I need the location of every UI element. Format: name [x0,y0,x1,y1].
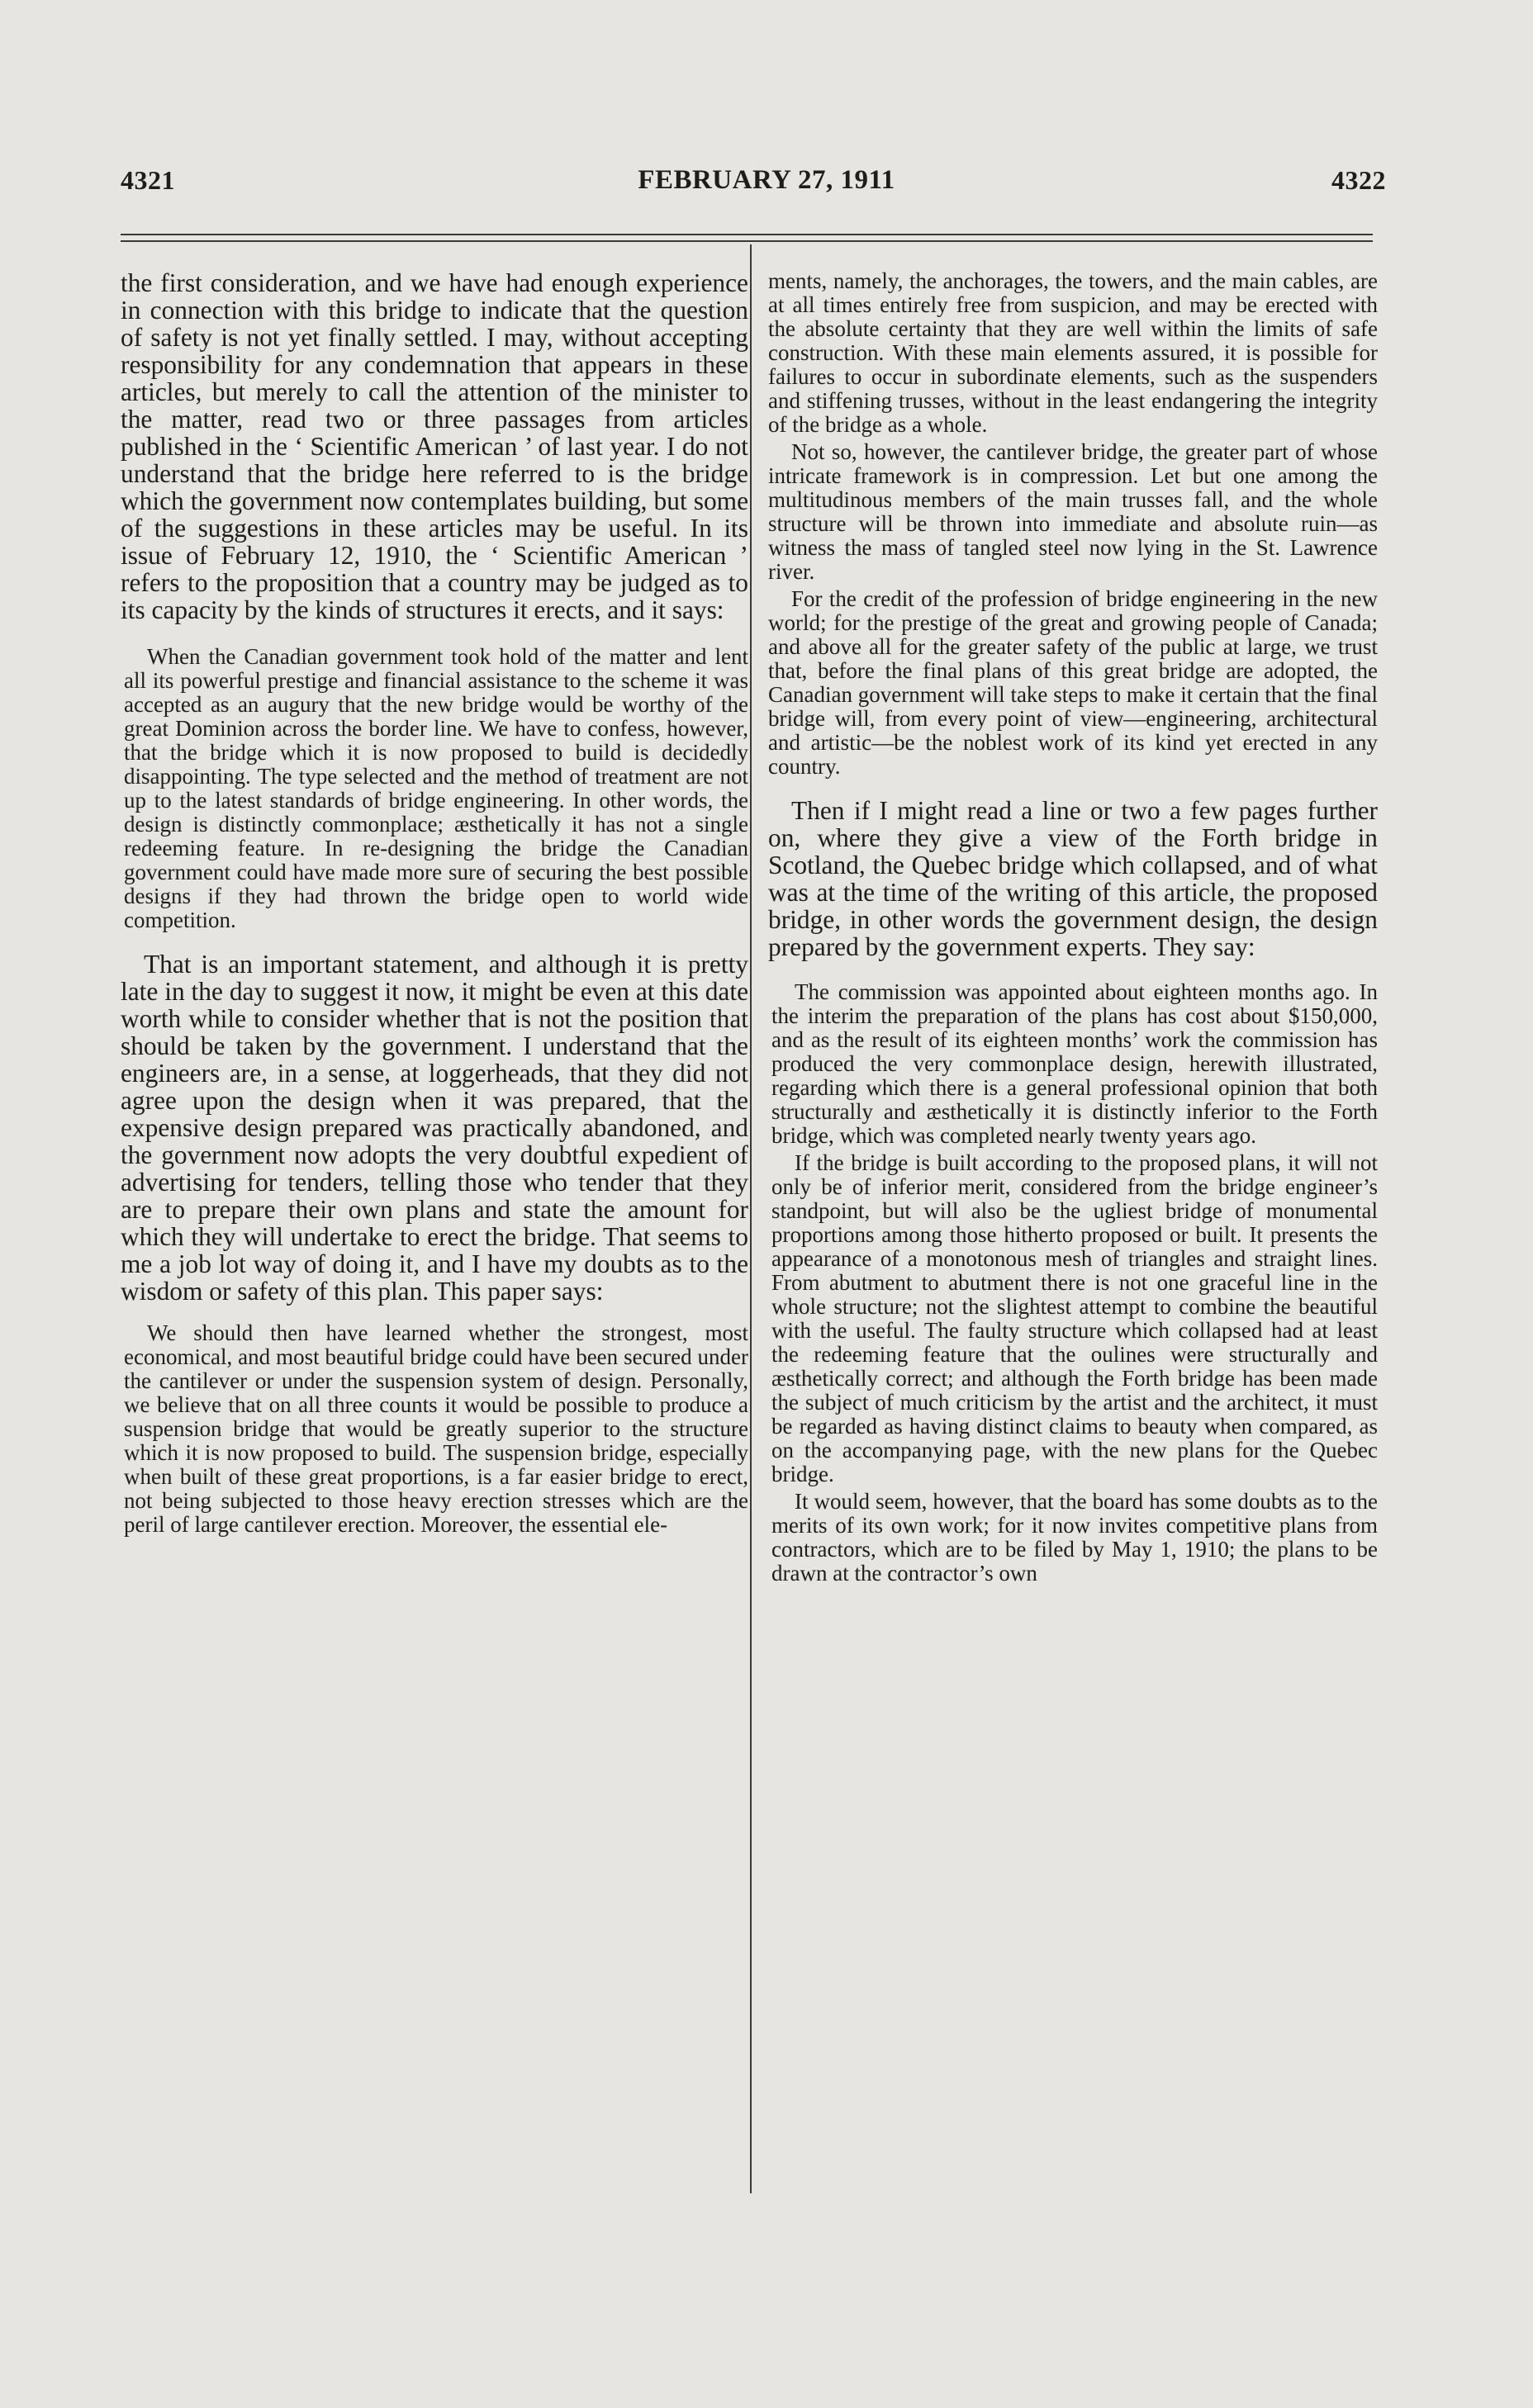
quotation-block-2 [121,1321,748,1537]
right-column [768,269,1378,1604]
speech-paragraph-2: That is an important statement, and although it is pretty late in the day to suggest it now, it might be even at this date worth while to consider whether that is not the position that should be taken by the government. I understand that the engineers are, in a sense, at loggerheads, that they did not agree upon the design when it was prepared, that the expensive design prepared was practically abandoned, and the government now adopts the very doubtful expedient of advertising for tenders, telling those who tender that they are to prepare their own plans and state the amount for which they will undertake to erect the bridge. That seems to me a job lot way of doing it, and I have my doubts as to the wisdom or safety of this plan. This paper says: [121,950,748,1306]
quote-paragraph-5: The commission was appointed about eighteen months ago. In the interim the preparation of the plans has cost about $150,000, and as the result of its eighteen months’ work the commission has produced the very commonplace design, herewith illustrated, regarding which there is a general professional opinion that both structurally and æsthetically it is distinctly inferior to the Forth bridge, which was completed nearly twenty years ago. [771,979,1378,1148]
quotation-block-3 [768,980,1378,1586]
quote-paragraph-2: We should then have learned whether the strongest, most economical, and most beautiful bridge could have been secured under the cantilever or under the suspension system of design. Personally, we believe that on all three counts it would be possible to produce a suspension bridge that would be greatly superior to the structure which it is now proposed to build. The suspension bridge, especially when built of these great proportions, is a far easier bridge to erect, not being subjected to those heavy erection stresses which are the peril of large cantilever erection. Moreover, the essential ele- [124,1320,748,1537]
quote-paragraph-6: If the bridge is built according to the proposed plans, it will not only be of inferior merit, considered from the bridge engineer’s standpoint, but will also be the ugliest bridge of monumental proportions among those hitherto proposed or built. It presents the appearance of a monotonous mesh of triangles and straight lines. From abutment to abutment there is not one graceful line in the whole structure; not the slightest attempt to combine the beautiful with the useful. The faulty structure which collapsed had at least the redeeming feature that the oulines were structurally and æsthetically correct; and although the Forth bridge has been made the subject of much criticism by the artist and the architect, it must be regarded as having distinct claims to beauty when compared, as on the accompanying page, with the new plans for the Quebec bridge. [771,1150,1378,1486]
left-column [121,269,748,1555]
quote-paragraph-1: When the Canadian government took hold of the matter and lent all its powerful prestige and financial assistance to the scheme it was accepted as an augury that the new bridge would be worthy of the great Dominion across the border line. We have to confess, however, that the bridge which it is now proposed to build is decidedly disappointing. The type selected and the method of treatment are not up to the latest standards of bridge engineering. In other words, the design is distinctly commonplace; æsthetically it has not a single redeeming feature. In re-designing the bridge the Canadian government could have made more sure of securing the best possible designs if they had thrown the bridge open to world wide competition. [124,644,748,932]
quote-paragraph-7: It would seem, however, that the board has some doubts as to the merits of its own work; for it now invites competitive plans from contractors, which are to be filed by May 1, 1910; the plans to be drawn at the contractor’s own [771,1489,1378,1586]
quotation-block-1 [121,645,748,932]
left-page-number: 4321 [121,165,175,195]
page-date: FEBRUARY 27, 1911 [638,165,895,195]
speech-paragraph-1: the first consideration, and we have had enough experience in connection with this bridge to indicate that the question of safety is not yet finally settled. I may, without accepting responsibility for any condemnation that appears in these articles, but merely to call the attention of the minister to the matter, read two or three passages from articles published in the ‘ Scientific American ’ of last year. I do not understand that the bridge here referred to is the bridge which the government now contemplates building, but some of the suggestions in these articles may be useful. In its issue of February 12, 1910, the ‘ Scientific American ’ refers to the proposition that a country may be judged as to its capacity by the kinds of structures it erects, and it says: [121,268,748,624]
header-rule-top [121,234,1373,235]
header-rule-bottom [121,240,1373,242]
quote-paragraph-2-continued: ments, namely, the anchorages, the towers, and the main cables, are at all times entirely free from suspicion, and may be erected with the absolute certainty that they are well within the limits of safe construction. With these main elements assured, it is possible for failures to occur in subordinate elements, such as the suspenders and stiffening trusses, without in the least endangering the integrity of the bridge as a whole. [768,268,1378,437]
quote-paragraph-4: For the credit of the profession of bridge engineering in the new world; for the prestige of the great and growing people of Canada; and above all for the greater safety of the public at large, we trust that, before the final plans of this great bridge are adopted, the Canadian government will take steps to make it certain that the final bridge will, from every point of view—engineering, architectural and artistic—be the noblest work of its kind yet erected in any country. [768,586,1378,779]
speech-paragraph-3: Then if I might read a line or two a few pages further on, where they give a view of the Forth bridge in Scotland, the Quebec bridge which collapsed, and of what was at the time of the writing of this article, the proposed bridge, in other words the government design, the design prepared by the government experts. They say: [768,796,1378,961]
right-page-number: 4322 [1331,165,1386,195]
column-divider [750,244,752,2193]
quote-paragraph-3: Not so, however, the cantilever bridge, the greater part of whose intricate framework is in compression. Let but one among the multitudinous members of the main trusses fall, and the whole structure will be thrown into immediate and absolute ruin—as witness the mass of tangled steel now lying in the St. Lawrence river. [768,439,1378,584]
